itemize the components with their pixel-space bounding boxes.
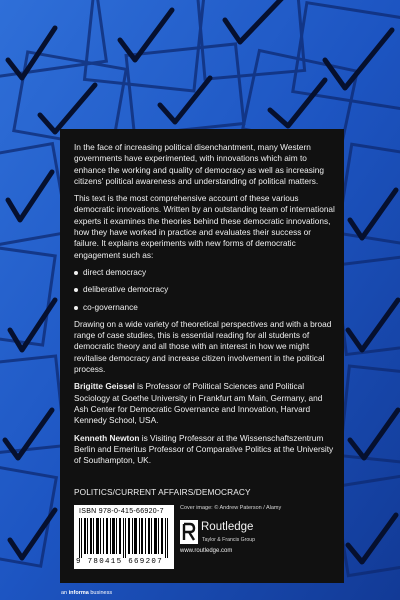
back-cover-blurb xyxy=(74,142,336,472)
bullet-icon xyxy=(74,306,78,310)
cover-image-credit: Cover image: © Andrew Paterson / Alamy xyxy=(180,505,282,511)
bullet-icon xyxy=(74,288,78,292)
isbn-label: ISBN 978-0-415-66920-7 xyxy=(79,508,164,515)
blurb-paragraph-2: This text is the most comprehensive account of these various democratic innovations. Written by an outstanding team of international experts it examines the theories behind these democratic innovations, how they have worked in practice and evaluates their success or failure. It explains experiments with new forms of democratic engagement such as: xyxy=(74,193,335,260)
publisher-url: www.routledge.com xyxy=(180,548,233,554)
barcode xyxy=(79,518,170,558)
publisher-group: Taylor & Francis Group xyxy=(202,537,256,543)
routledge-logo-icon xyxy=(180,520,198,544)
list-item: deliberative democracy xyxy=(74,284,336,295)
bullet-icon xyxy=(74,271,78,275)
publisher-name: Routledge xyxy=(201,521,254,533)
author-name-1: Brigitte Geissel xyxy=(74,381,135,392)
list-item: direct democracy xyxy=(74,267,336,278)
informa-business-label: an informa business xyxy=(61,590,113,596)
author-bio-2: Kenneth Newton is Visiting Professor at the Wissenschaftszentrum Berlin and Emeritus Professor of Comparative Politics at the University of Southampton, UK. xyxy=(74,432,334,466)
author-name-2: Kenneth Newton xyxy=(74,432,140,443)
author-bio-1: Brigitte Geissel is Professor of Political Sciences and Political Sociology at Goethe University in Frankfurt am Main, Germany, and Ash Center for Democratic Governance and Innovation, Harvard Kennedy School, USA. xyxy=(74,381,323,426)
blurb-paragraph-3: Drawing on a wide variety of theoretical perspectives and with a broad range of case studies, this is essential reading for all students of democratic theory and all those with an interest in how we might revitalise democracy and increase citizen involvement in the political process. xyxy=(74,318,332,375)
innovation-list xyxy=(74,267,336,313)
subject-category: POLITICS/CURRENT AFFAIRS/DEMOCRACY xyxy=(74,487,251,497)
barcode-digits: 9 780415 669207 xyxy=(76,558,164,566)
blurb-paragraph-1: In the face of increasing political disenchantment, many Western governments have experimented, with innovations which aim to enhance the working and quality of democracy as well as increasing citizens' political awareness and understanding of political matters. xyxy=(74,142,324,186)
list-item: co-governance xyxy=(74,302,336,313)
